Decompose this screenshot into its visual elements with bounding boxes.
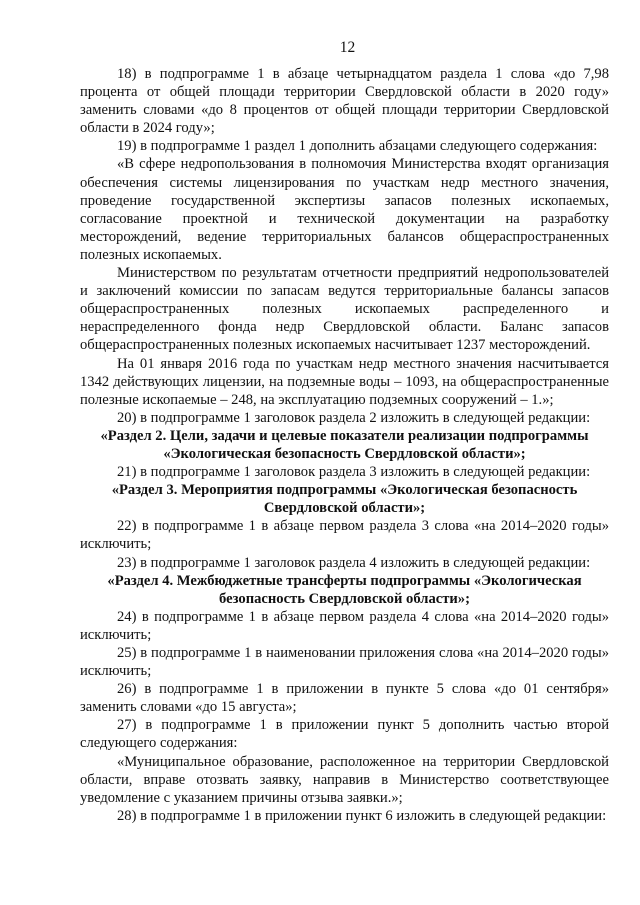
paragraph: 26) в подпрограмме 1 в приложении в пункте 5 слова «до 01 сентября» заменить словами «до 15 августа»; [80,681,609,716]
paragraph: На 01 января 2016 года по участкам недр местного значения насчитывается 1342 действующих лицензии, на подземные воды – 1093, на общераспространенные полезные ископаемые – 248, на эксплуатацию подземных сооружений – 1.»; [80,355,609,408]
paragraph: 18) в подпрограмме 1 в абзаце четырнадцатом раздела 1 слова «до 7,98 процента от общей площади территории Свердловской области в 2020 году» заменить словами «до 8 процентов от общей площади территории Свердловской области в 2024 году»; [80,66,609,137]
paragraph: 25) в подпрограмме 1 в наименовании приложения слова «на 2014–2020 годы» исключить; [80,645,609,680]
paragraph: 20) в подпрограмме 1 заголовок раздела 2 изложить в следующей редакции: [117,409,591,426]
section-heading: «Раздел 2. Цели, задачи и целевые показатели реализации подпрограммы «Экологическая безопасность Свердловской области»; [100,427,589,462]
paragraph: 24) в подпрограмме 1 в абзаце первом раздела 4 слова «на 2014–2020 годы» исключить; [80,608,609,643]
paragraph: Министерством по результатам отчетности предприятий недропользователей и заключений комиссии по запасам ведутся территориальные балансы запасов общераспространенных полезных ископаемых распределенного и нераспределенного фонда недр Свердловской области. Баланс запасов общераспространенных полезных ископаемых насчитывает 1237 месторождений. [80,265,609,354]
paragraph: «В сфере недропользования в полномочия Министерства входят организация обеспечения системы лицензирования по участкам недр местного значения, проведение государственной экспертизы запасов полезных ископаемых, согласование проектной и технической документации на разработку месторождений, ведение территориальных балансов общераспространенных полезных ископаемых. [80,156,609,263]
paragraph: 27) в подпрограмме 1 в приложении пункт 5 дополнить частью второй следующего содержания: [80,717,609,752]
section-heading: «Раздел 3. Мероприятия подпрограммы «Экологическая безопасность Свердловской области»; [111,482,578,517]
paragraph: 19) в подпрограмме 1 раздел 1 дополнить абзацами следующего содержания: [117,138,598,155]
paragraph: «Муниципальное образование, расположенное на территории Свердловской области, вправе отозвать заявку, направив в Министерство соответствующее уведомление с указанием причины отзыва заявки.»; [80,753,609,806]
paragraph: 28) в подпрограмме 1 в приложении пункт 6 изложить в следующей редакции: [117,807,607,824]
section-heading: «Раздел 4. Межбюджетные трансферты подпрограммы «Экологическая безопасность Свердловской области»; [107,572,582,607]
document-body [80,65,609,825]
page-number: 12 [339,39,356,56]
paragraph: 22) в подпрограмме 1 в абзаце первом раздела 3 слова «на 2014–2020 годы» исключить; [80,518,609,553]
paragraph: 21) в подпрограмме 1 заголовок раздела 3 изложить в следующей редакции: [117,464,591,481]
paragraph: 23) в подпрограмме 1 заголовок раздела 4 изложить в следующей редакции: [117,554,591,571]
